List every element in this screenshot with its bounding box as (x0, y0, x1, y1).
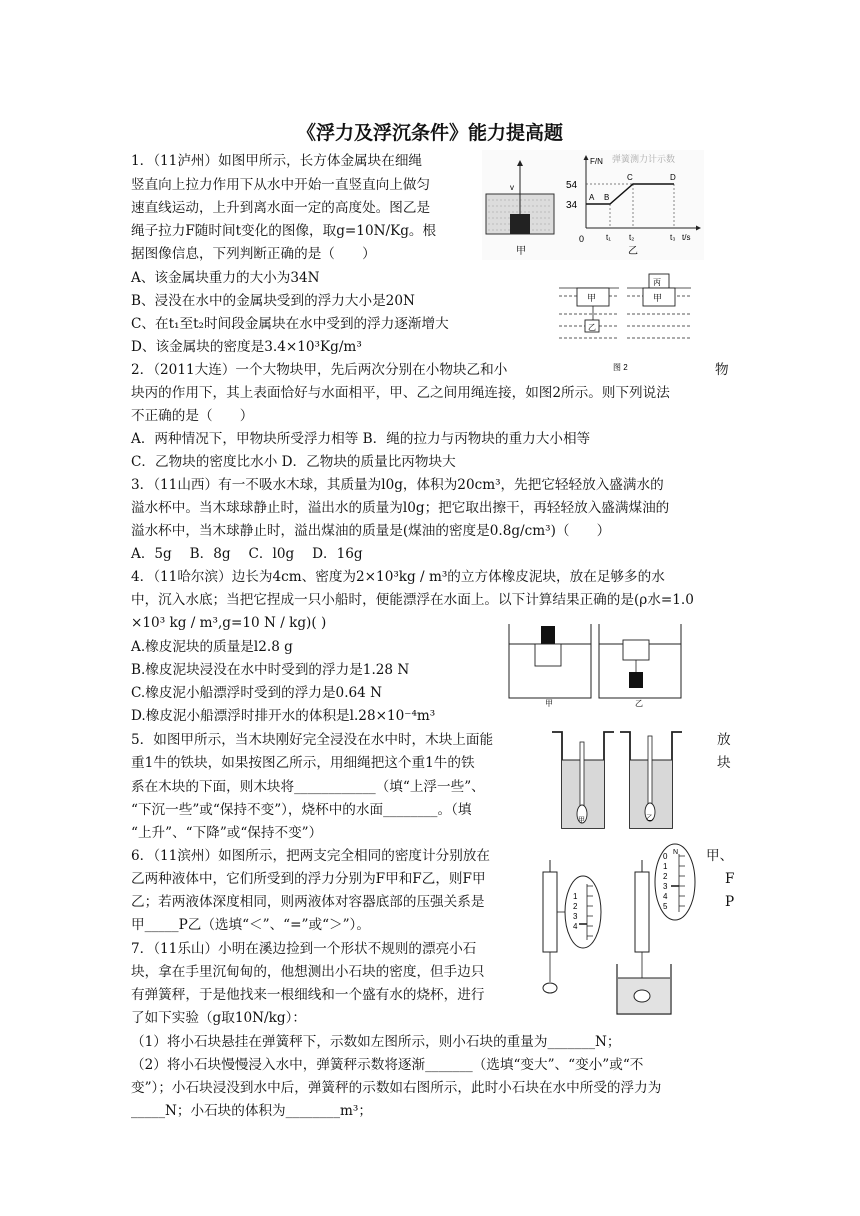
fig-caption: 甲 (516, 246, 526, 257)
x-tick: t₁ (606, 233, 611, 242)
text-line: 溢水杯中。当木球球静止时，溢出水的质量为l0g；把它取出擦干，再轻轻放入盛满煤油的 (131, 500, 670, 516)
y-tick: 34 (566, 200, 578, 211)
figure-3-beakers (505, 622, 685, 708)
cylinder-left (552, 732, 614, 828)
text-line: C、在t₁至t₂时间段金属块在水中受到的浮力逐渐增大 (131, 316, 449, 332)
x-axis-label: t/s (682, 233, 691, 242)
text-fragment: P (725, 894, 735, 910)
text-line: C.橡皮泥小船漂浮时受到的浮力是0.64 N (131, 685, 383, 701)
text-line: “上升”、“下降”或“保持不变”） (131, 825, 323, 841)
text-fragment: 甲、 (706, 848, 734, 864)
scale-tick: 3 (663, 882, 668, 891)
unit-label: N (673, 849, 679, 856)
text-line: 变”）；小石块浸没到水中后，弹簧秤的示数如右图所示，此时小石块在水中所受的浮力为 (131, 1080, 662, 1096)
block-label: 乙 (588, 323, 596, 332)
text-line: 重1牛的铁块，如果按图乙所示，用细绳把这个重1牛的铁 (131, 755, 475, 771)
fig-caption: 图 2 (613, 363, 628, 372)
scale-tick: 4 (663, 892, 668, 901)
scale-tick: 5 (663, 902, 668, 911)
x-tick: t₃ (670, 233, 676, 242)
page-title: 《浮力及浮沉条件》能力提高题 (296, 122, 563, 144)
beaker-right (599, 624, 681, 708)
block-label: 甲 (653, 293, 663, 303)
container-left (559, 288, 619, 338)
text-line: 7．（11乐山）小明在溪边捡到一个形状不规则的漂亮小石 (131, 941, 477, 957)
block-label: 甲 (587, 293, 597, 303)
spring-scale-right (617, 844, 695, 1014)
text-line: A．5g B．8g C．l0g D．16g (131, 546, 363, 562)
liquid-label: 甲 (578, 817, 585, 824)
figure-2-blocks (557, 270, 695, 374)
text-line: 竖直向上拉力作用下从水中开始一直竖直向上做匀 (131, 177, 431, 193)
text-line: （1）将小石块悬挂在弹簧秤下，示数如左图所示，则小石块的重量为_______N； (131, 1034, 621, 1050)
scale-tick: 4 (573, 922, 578, 931)
text-fragment: 物 (715, 362, 729, 378)
point-label: B (604, 193, 610, 202)
iron-block (629, 672, 643, 688)
text-line: 不正确的是（ ） (131, 408, 254, 424)
text-fragment: F (725, 871, 735, 887)
fig-caption: 乙 (628, 246, 638, 257)
cylinder-right (620, 732, 682, 828)
text-line: 溢水杯中，当木球静止时，溢出煤油的质量是(煤油的密度是0.8g/cm³)（ ） (131, 523, 611, 539)
text-line: D、该金属块的密度是3.4×10³Kg/m³ (131, 339, 362, 355)
scale-tick: 0 (663, 852, 668, 861)
text-line: 有弹簧秤，于是他找来一根细线和一个盛有水的烧杯，进行 (131, 987, 485, 1003)
text-line: 块，拿在手里沉甸甸的，他想测出小石块的密度，但手边只 (131, 964, 485, 980)
text-line: “下沉一些”或“保持不变”），烧杯中的水面________。（填 (131, 802, 472, 818)
text-line: 块丙的作用下，其上表面恰好与水面相平，甲、乙之间用绳连接，如图2所示。则下列说法 (131, 385, 670, 401)
scale-tick: 1 (663, 862, 668, 871)
origin-label: 0 (579, 234, 585, 244)
text-line: 绳子拉力F随时间t变化的图像，取g=10N/Kg。根 (131, 223, 437, 239)
text-line: B.橡皮泥块浸没在水中时受到的浮力是1.28 N (131, 662, 410, 678)
text-line: A.橡皮泥块的质量是l2.8 g (131, 639, 293, 655)
figure-4-hydrometers (548, 728, 688, 836)
y-tick: 54 (566, 180, 578, 191)
text-line: 3．（11山西）有一不吸水木球，其质量为l0g，体积为20cm³，先把它轻轻放入盛满水的 (131, 477, 664, 493)
text-line: 4．（11哈尔滨）边长为4cm、密度为2×10³kg / m³的立方体橡皮泥块，放在足够多的水 (131, 569, 665, 585)
text-line: A、该金属块重力的大小为34N (131, 270, 320, 286)
liquid-label: 乙 (646, 815, 653, 822)
wood-block (535, 644, 561, 666)
fig-caption: 甲 (545, 699, 553, 708)
text-line: 速直线运动，上升到离水面一定的高度处。图乙是 (131, 200, 431, 216)
scale-tick: 1 (573, 892, 578, 901)
block-label: 丙 (653, 278, 661, 287)
text-line: 据图像信息，下列判断正确的是（ ） (131, 246, 376, 262)
text-line: 乙；若两液体深度相同，则两液体对容器底部的压强关系是 (131, 894, 485, 910)
point-label: A (589, 193, 595, 202)
ghost-text: 弹簧测力计示数 (612, 154, 676, 164)
figure-5-spring-scales (535, 842, 720, 1020)
container-right (627, 274, 691, 338)
scale-tick: 2 (663, 872, 668, 881)
text-line: 乙两种液体中，它们所受到的浮力分别为F甲和F乙，则F甲 (131, 871, 486, 887)
text-line: A．两种情况下，甲物块所受浮力相等 B．绳的拉力与丙物块的重力大小相等 (131, 431, 591, 447)
stone (634, 990, 650, 1002)
beaker-left (509, 624, 591, 708)
spring-scale-left (543, 860, 601, 993)
iron-block (541, 626, 555, 644)
stone (543, 983, 557, 993)
y-axis-label: F/N (590, 157, 603, 166)
zoom-bubble (565, 876, 601, 948)
text-line: 5．如图甲所示，当木块刚好完全浸没在水中时，木块上面能 (131, 732, 494, 748)
text-line: 甲_____P乙（选填“＜”、“=”或“＞”）。 (131, 917, 370, 933)
text-line: 2．（2011大连）一个大物块甲，先后两次分别在小物块乙和小 (131, 362, 508, 378)
text-fragment: 放 (717, 732, 731, 748)
text-line: 1．（11泸州）如图甲所示，长方体金属块在细绳 (131, 153, 423, 169)
x-tick: t₂ (629, 233, 635, 242)
text-line: 中，沉入水底；当把它捏成一只小船时，便能漂浮在水面上。以下计算结果正确的是(ρ水=1.0 (131, 592, 694, 608)
wood-block (623, 640, 649, 660)
text-line: 了如下实验（g取10N/kg）： (131, 1010, 306, 1026)
figure-force-time (482, 150, 704, 260)
text-line: C．乙物块的密度比水小 D．乙物块的质量比丙物块大 (131, 454, 456, 470)
text-line: ×10³ kg / m³,g=10 N / kg)( ) (131, 615, 327, 631)
text-line: 6．（11滨州）如图所示，把两支完全相同的密度计分别放在 (131, 848, 490, 864)
point-label: C (627, 173, 633, 182)
scale-tick: 3 (573, 912, 578, 921)
text-line: 系在木块的下面，则木块将____________（填“上浮一些”、 (131, 779, 485, 795)
text-line: B、浸没在水中的金属块受到的浮力大小是20N (131, 293, 415, 309)
text-line: D.橡皮泥小船漂浮时排开水的体积是l.28×10⁻⁴m³ (131, 708, 436, 724)
point-label: D (670, 173, 676, 182)
fig-caption: 乙 (635, 699, 643, 708)
text-fragment: 块 (717, 755, 731, 771)
text-line: （2）将小石块慢慢浸入水中，弹簧秤示数将逐渐_______（选填“变大”、“变小”或“不 (131, 1057, 644, 1073)
arrow-label: v (510, 183, 514, 192)
scale-tick: 2 (573, 902, 578, 911)
text-line: _____N；小石块的体积为________m³； (131, 1103, 372, 1119)
metal-block (510, 214, 530, 234)
